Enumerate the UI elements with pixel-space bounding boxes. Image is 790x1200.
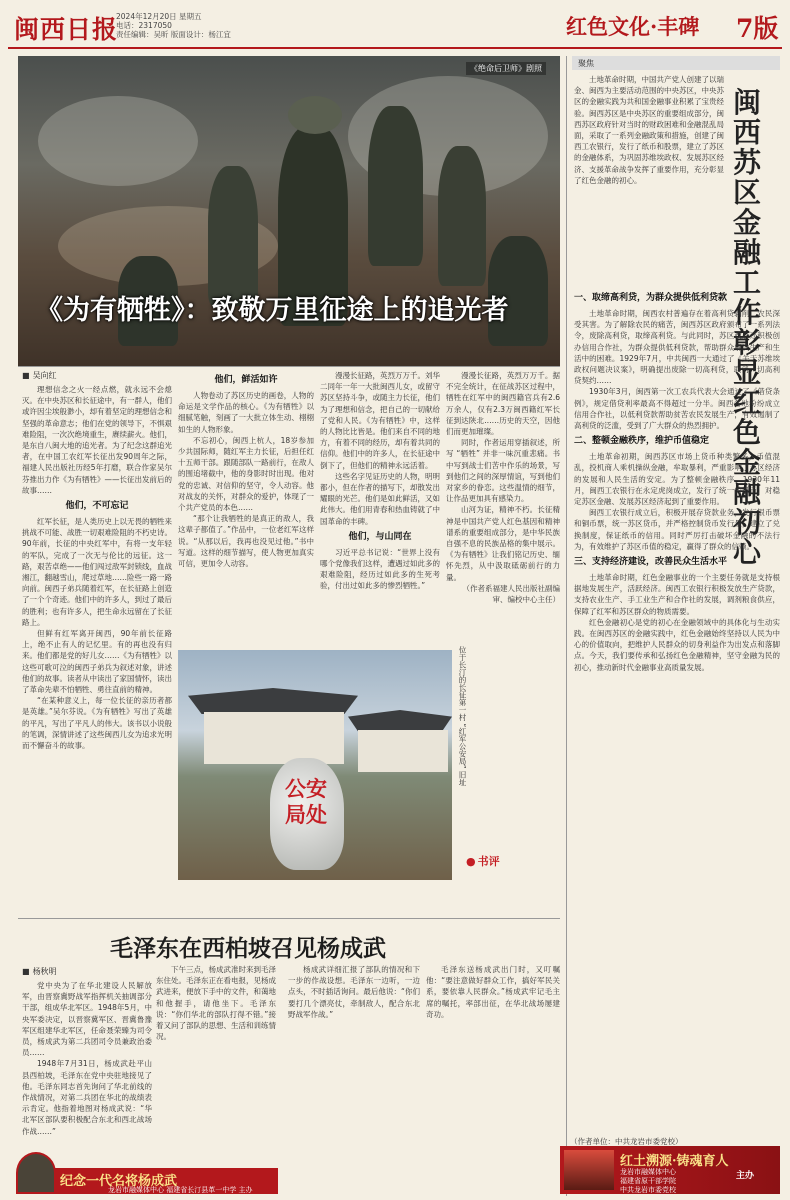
- book-review-tag: ● 书评: [466, 853, 500, 869]
- article-column-2: [156, 964, 276, 1162]
- article-column-1: [22, 980, 152, 1162]
- author-byline: ■ 吴向红: [22, 370, 57, 381]
- sponsor-banner: [560, 1146, 780, 1194]
- body-paragraph: 红军长征，是人类历史上以无畏的牺牲来挑战不可能、战胜一切艰难险阻的不朽史诗。90年前，长征的中央红军中，有将一支年轻的军队，完成了一次无与伦比的远征。这一路，艰苦卓绝——他们闯过敌军封锁线，血战湘江，翻越雪山，爬过草地……险些一路一路向前。闽西子弟兵随着红军，在长征路上创造了一个个奇迹。他们中的许多人，到过了最后的胜利；也有许多人，把生命永远留在了长征路上。: [22, 517, 172, 627]
- article-tag: [572, 56, 780, 70]
- historic-site-photo: [178, 650, 452, 880]
- intro-paragraph: 土地革命时期，中国共产党人创建了以瑞金、闽西为主要活动范围的中央苏区，中央苏区的金融实践为共和国金融事业积累了宝贵经验。闽西苏区是中央苏区的重要组成部分，闽西苏区政府针对当时的财政困难和金融混乱局面，采取了一系列金融政策和措施，创建了闽西工农银行，发行了纸币和股票，建立了苏区的金融体系，为巩固苏维埃政权、发展苏区经济、支援革命战争发挥了重要作用，充分彰显了红色金融的初心。: [574, 75, 724, 185]
- body-paragraph: 漫漫长征路，英烈万万千。刘华二同年一年一大批闽西儿女，或留守苏区坚持斗争，或随主力长征，他们为了理想和信念，把自己的一切献给了党和人民。《为有牺牲》中，这样的人物比比皆是。他们来自不同的地方，有着不同的经历，却有着共同的信仰。他们中的许多人，在长征途中倒下了，但他们的精神永远活着。: [320, 371, 440, 470]
- photo-caption: 《绝命后卫师》剧照: [466, 62, 546, 75]
- article-intro: [574, 74, 724, 284]
- body-paragraph: 漫漫长征路，英烈万万千。据不完全统计，在征战苏区过程中，牺牲在红军中的闽西籍官兵有2.6万余人，仅有2.3万闽西籍红军长征到达陕北……历史的天空，因他们而更加璀璨。: [446, 371, 560, 437]
- tag-label: 聚焦: [578, 59, 594, 68]
- smoke-cloud: [38, 96, 198, 186]
- phone-number: 电话：2317050: [116, 21, 172, 30]
- editors-line: 责任编辑：吴昕 版面设计：杨江宜: [116, 30, 231, 39]
- banner-title: 红土溯源·铸魂育人: [620, 1154, 729, 1169]
- soldier-cap: [288, 96, 342, 134]
- body-paragraph: “在某种意义上，每一位长征的亲历者都是英雄。”吴尔芬说。《为有牺牲》写出了英雄的平凡，写出了平凡人的伟大。该书以小说般的笔调，深情讲述了这些闽西儿女为追求光明而不懈奋斗的故事。: [22, 696, 172, 751]
- body-paragraph: 理想信念之火一经点燃，就永远不会熄灭。在中央苏区和长征途中，有一群人，他们或许因尘埃般渺小，却有着坚定的理想信念和坚强的革命意志；他们在党的领导下，不惧艰难险阻，一次次绝境重生，赓续薪火。他们，是东自八闽大地的追光者。为了纪念这群追光者，在中国工农红军长征出发90周年之际，福建人民出版社历经5年打磨，联合作家吴尔芬推出力作《为有牺牲》——长征出发前后的故事……: [22, 385, 172, 495]
- article-column-4: [426, 964, 560, 1196]
- section-slogan: 红色文化·丰碑: [566, 14, 700, 39]
- article-column-2: [178, 370, 314, 642]
- author-byline: ■ 杨秋明: [22, 966, 57, 977]
- photo-caption-vertical: 位于长汀的长征第一村 “红军公安局” 旧址: [458, 646, 467, 787]
- article-title-vertical: 闽西苏区金融工作彰显红色金融初心: [732, 86, 761, 569]
- soldier-figure: [208, 166, 258, 306]
- soldier-figure: [438, 146, 486, 286]
- sponsor-name: 中共龙岩市委党校: [620, 1186, 676, 1194]
- body-paragraph: 闽西工农银行成立后，积极开展存贷款业务，发行银币票和铜币票，统一苏区货币，并严格控制货币发行量，建立了兑换制度，保证纸币的信用。同时严厉打击破坏金融的不法行为，有效维护了苏区币值的稳定，赢得了群众的信赖。: [574, 508, 780, 551]
- body-paragraph: 党中央为了在华北建设人民解放军，由晋察冀野战军指挥机关抽调部分干部，组成华北军区。1948年5月，中央军委决定，以晋察冀军区、晋冀鲁豫军区组建华北军区，任命聂荣臻为司令员，杨成武为第二兵团司令员兼政治委员……: [22, 981, 152, 1058]
- building-wall: [358, 730, 448, 772]
- body-paragraph: 1930年3月，闽西第一次工农兵代表大会通过了《借贷条例》，规定借贷利率最高不得超过一分半。闽西各地纷纷成立信用合作社，以低利贷款帮助贫苦农民发展生产，有效遏制了高利贷的泛滥，受到了广大群众的热烈拥护。: [574, 387, 780, 431]
- header-rule: [8, 47, 782, 49]
- masthead: [0, 0, 790, 52]
- article-body: [574, 288, 780, 1136]
- banner-sponsors: 龙岩市融媒体中心 福建省长汀县革一中学 主办: [108, 1186, 253, 1194]
- header-meta: [116, 12, 231, 39]
- body-paragraph: 但鲜有红军离开闽西，90年前长征路上，绝不止有人的记忆里。有的再也没有归来。他们都是党的好儿女……《为有牺牲》以这些可歌可泣的闽西子弟兵为叙述对象，讲述他们的故事。读者从中读出了家国情怀，读出了革命先辈不怕牺牲、勇往直前的精神。: [22, 629, 172, 695]
- building-wall: [204, 712, 344, 764]
- body-paragraph: 下午三点，杨成武准时来到毛泽东住处。毛泽东正在看电报，见杨成武进来，便放下手中的文件，和蔼地和他握手，请他坐下。毛泽东说：“你们华北的部队打得不错。”接着又问了部队的思想、生活和训练情况。: [156, 965, 276, 1042]
- issue-date: 2024年12月20日 星期五: [116, 12, 202, 21]
- body-paragraph: 毛泽东送杨成武出门时，又叮嘱他：“要注意做好群众工作，搞好军民关系，要依靠人民群众。”杨成武牢记毛主席的嘱托，率部出征，在华北战场屡建奇功。: [426, 965, 560, 1019]
- body-paragraph: “那个让我牺牲的是真正的敌人，我这辈子都值了。”作品中，一位老红军这样说。“从那以后，我再也没见过他。”书中写道。这样的细节描写，使人物更加真实可信，更加令人动容。: [178, 514, 314, 569]
- body-paragraph: 土地革命时期，红色金融事业的一个主要任务就是支持根据地发展生产，活跃经济。闽西工农银行积极发放生产贷款，支持农业生产、手工业生产和合作社的发展，调剂粮食供应，保障了红军和苏区群众的物质需要。: [574, 573, 780, 616]
- body-paragraph: 人物卷动了苏区历史的画卷，人物的命运是文学作品的核心。《为有牺牲》以细腻笔触，刻画了一大批立体生动、栩栩如生的人物形象。: [178, 391, 314, 434]
- banner-sponsors: [620, 1168, 676, 1195]
- body-paragraph: 不忘初心，闽西上杭人，18岁参加少共国际师，随红军主力长征，后担任红十五师干部。跟随部队一路前行，在敌人的围追堵截中，他的身影时时出现。他对党的忠诚、对信仰的坚守，令人动容。他对战友的关怀，对群众的爱护，体现了一个共产党员的本色……: [178, 435, 314, 513]
- body-paragraph: 山河为证，精神不朽。长征精神是中国共产党人红色基因和精神谱系的重要组成部分，是中华民族自强不息的民族品格的集中展示。《为有牺牲》让我们铭记历史、缅怀先烈，从中汲取砥砺前行的力量。: [446, 505, 560, 582]
- article-column-3: [288, 964, 420, 1196]
- section-heading: 他们，鲜活如许: [214, 375, 278, 385]
- section-heading: 他们，不可忘记: [65, 501, 129, 512]
- body-paragraph: 习近平总书记说：“世界上没有哪个党像我们这样，遭遇过如此多的艰难险阻，经历过如此多的生死考验，付出过如此多的惨烈牺牲。”: [320, 547, 440, 591]
- author-note: （作者单位：中共龙岩市委党校）: [570, 1137, 683, 1146]
- body-paragraph: 同时，作者运用穿插叙述，所写 “牺牲” 并非一味沉重悲痛。书中写到战士们苦中作乐的场景，写到他们之间的深厚情谊，写到他们对家乡的眷恋。这些温情的细节，让作品更加具有感染力。: [446, 438, 560, 504]
- banner-title: 纪念一代名将杨成武: [60, 1174, 178, 1189]
- general-portrait: [16, 1152, 56, 1194]
- body-paragraph: 1948年7月31日，杨成武赴平山县西柏坡，毛泽东在党中央驻地接见了他。毛泽东同志首先询问了华北前线的作战情况，对第二兵团在华北的战绩表示肯定。他指着地图对杨成武说：“华北军区部队要积极配合东北和西北战场作战……”: [22, 1059, 152, 1136]
- body-paragraph: 这些名字见证历史的人物，明明都小，但在作者的描写下，却散发出耀眼的光芒。他们是如此鲜活，又如此伟大。他们用青春和热血铸就了中国革命的丰碑。: [320, 471, 440, 526]
- body-paragraph: 土地革命时期，闽西农村普遍存在着高利贷剥削，农民深受其害。为了解除农民的痛苦，闽西苏区政府颁布了一系列法令，废除高利贷，取缔高利贷。与此同时，苏区政府还积极创办信用合作社，为群众提供低利贷款，帮助群众解决生产和生活中的困难。1929年7月，中共闽西一大通过了《关于苏维埃政权问题决议案》，明确提出废除一切高利贷，取消一切高利贷契约……: [574, 309, 780, 386]
- section-heading: 他们，与山同在: [348, 531, 412, 542]
- building-roof: [348, 710, 452, 732]
- body-paragraph: 土地革命初期，闽西苏区市场上货币种类繁多，币值混乱，投机商人乘机操纵金融，牟取暴利，严重影响了苏区经济的发展和人民生活的安定。为了整顿金融秩序，1930年11月，闽西工农银行在永定虎岗成立，发行了统一的纸币，对稳定苏区金融、发展苏区经济起到了重要作用。: [574, 452, 780, 507]
- body-paragraph: 红色金融初心是党的初心在金融领域中的具体化与生动实践。在闽西苏区的金融实践中，红色金融始终坚持以人民为中心的价值取向，把维护人民群众的切身利益作为出发点和落脚点。今天，我们要传承和弘扬红色金融精神，坚守金融为民的初心，推动新时代金融事业高质量发展。: [574, 617, 780, 672]
- banner-host-label: 主办: [736, 1171, 755, 1181]
- page-number: 7版: [736, 14, 779, 43]
- sponsor-name: 龙岩市融媒体中心: [620, 1168, 676, 1176]
- section-heading: 三、支持经济建设，改善民众生活水平: [574, 557, 728, 568]
- stone-inscription: 公安局处: [285, 776, 327, 827]
- section-heading: 二、整顿金融秩序，维护币值稳定: [574, 436, 710, 447]
- section-heading: 一、取缔高利贷，为群众提供低利贷款: [574, 293, 728, 303]
- newspaper-logo: 闽西日报: [14, 15, 119, 44]
- soldier-figure: [368, 106, 423, 266]
- section-rule: [18, 918, 560, 919]
- author-note: （作者系福建人民出版社副编审、编校中心主任）: [462, 583, 560, 605]
- section-rule: [18, 366, 560, 367]
- sponsor-name: 福建省原干部学院: [620, 1177, 676, 1185]
- column-divider: [566, 56, 567, 1196]
- building-roof: [188, 688, 358, 714]
- body-paragraph: 杨成武详细汇报了部队的情况和下一步的作战设想。毛泽东一边听，一边点头，不时插话询问。最后他说：“你们要打几个漂亮仗，牵制敌人，配合东北野战军作战。”: [288, 965, 420, 1019]
- article-column-1: [22, 384, 172, 888]
- banner-photo: [564, 1150, 614, 1190]
- commemoration-banner: [18, 1168, 278, 1194]
- article-title: 毛泽东在西柏坡召见杨成武: [110, 935, 386, 962]
- article-title: 《为有牺牲》：致敬万里征途上的追光者: [36, 295, 509, 326]
- article-column-3: [320, 370, 440, 642]
